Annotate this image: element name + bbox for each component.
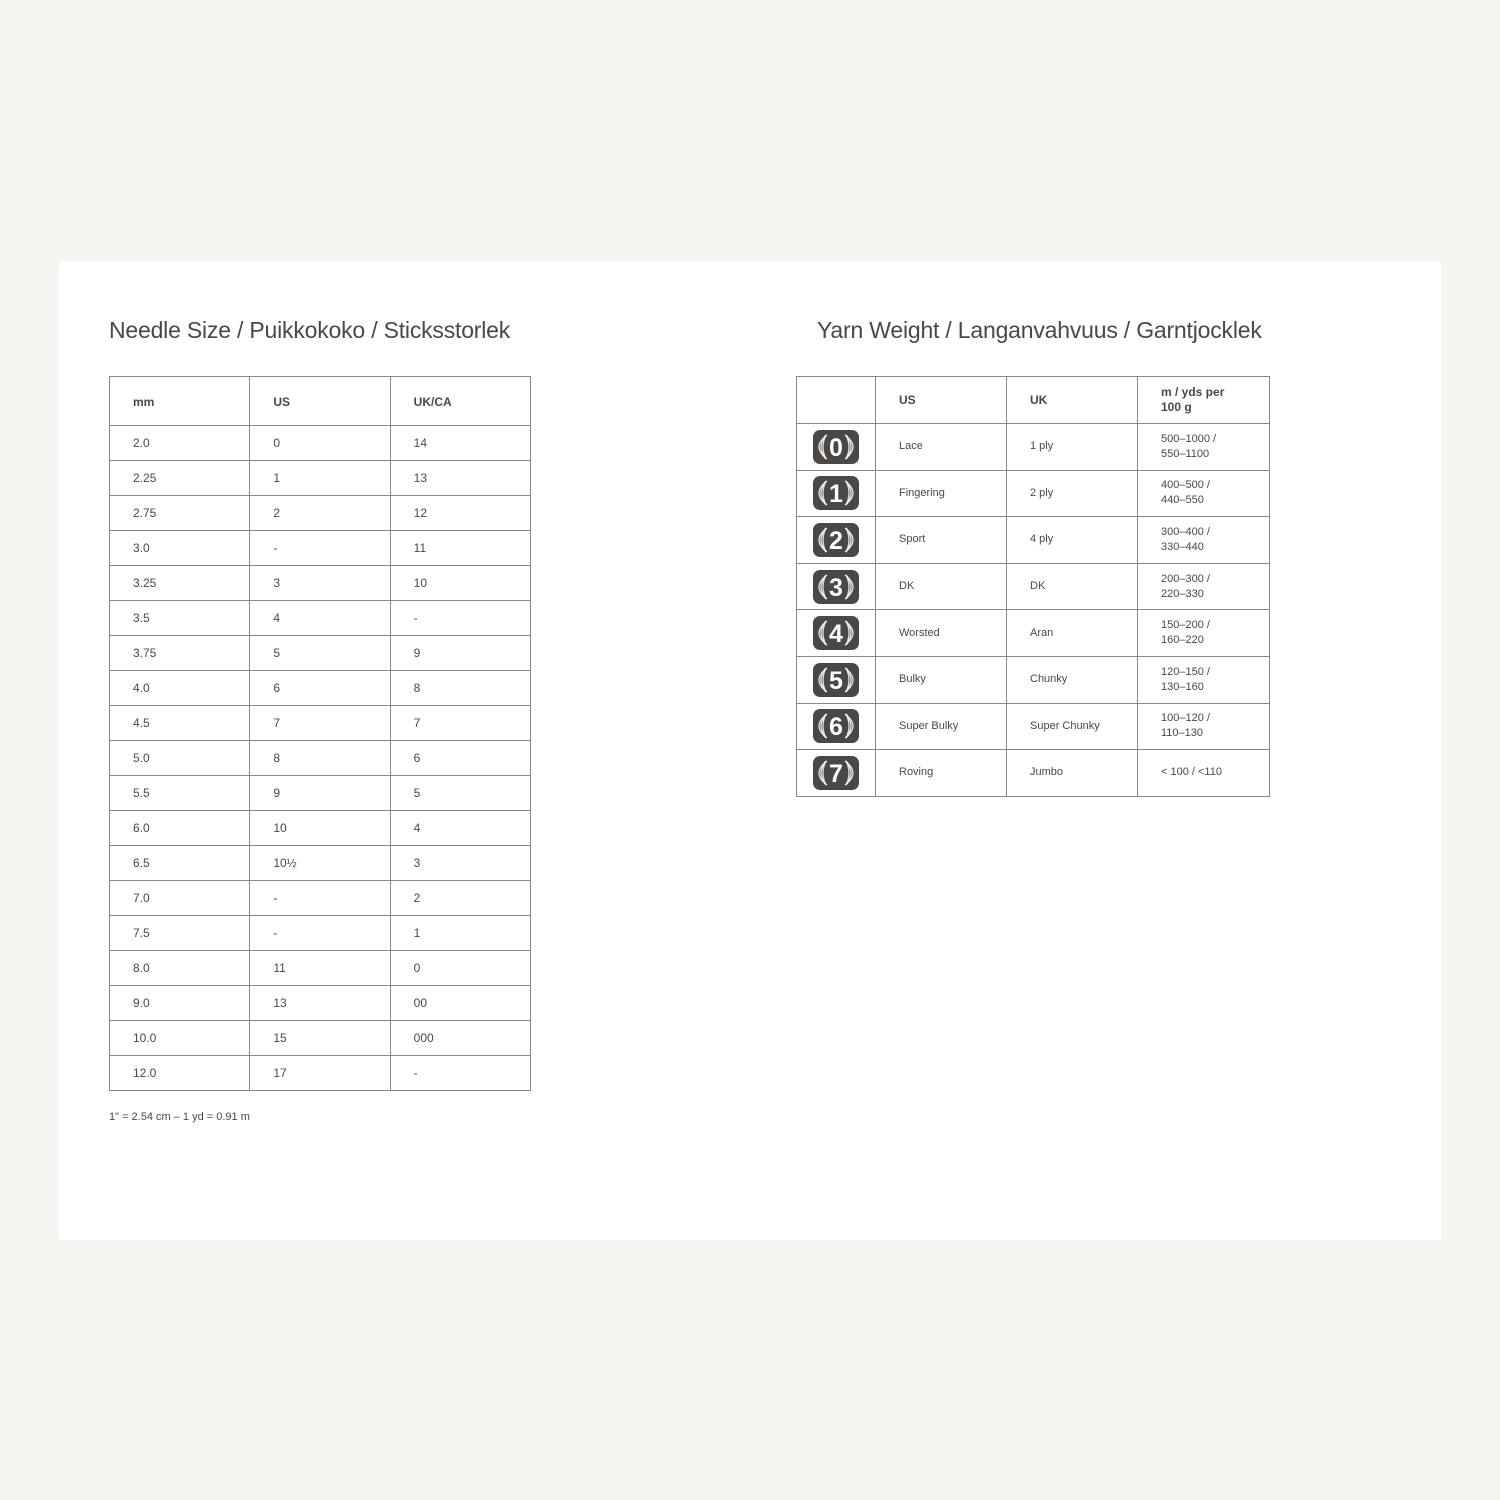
header-uk-ca: UK/CA — [390, 377, 530, 426]
cell-uk-ca: 7 — [390, 706, 530, 741]
cell-us: 7 — [250, 706, 390, 741]
cell-length: 200–300 / 220–330 — [1138, 563, 1270, 610]
table-row — [110, 986, 531, 1021]
cell-uk-ca: 9 — [390, 636, 530, 671]
cell-uk-ca: 8 — [390, 671, 530, 706]
cell-us: - — [250, 916, 390, 951]
cell-uk: DK — [1007, 563, 1138, 610]
cell-mm: 3.25 — [110, 566, 250, 601]
cell-mm: 5.5 — [110, 776, 250, 811]
table-row — [110, 951, 531, 986]
cell-uk-ca: 10 — [390, 566, 530, 601]
cell-symbol — [797, 563, 876, 610]
cell-uk: Chunky — [1007, 656, 1138, 703]
yarn-weight-title: Yarn Weight / Langanvahvuus / Garntjocklek — [817, 317, 1262, 343]
yarn-skein-icon — [812, 475, 860, 511]
cell-uk-ca: 3 — [390, 846, 530, 881]
table-row — [110, 706, 531, 741]
yarn-skein-icon — [812, 662, 860, 698]
cell-us: Fingering — [876, 470, 1007, 517]
yarn-weight-table — [796, 376, 1270, 797]
cell-uk-ca: 13 — [390, 461, 530, 496]
cell-uk-ca: 12 — [390, 496, 530, 531]
cell-mm: 8.0 — [110, 951, 250, 986]
cell-mm: 3.0 — [110, 531, 250, 566]
table-row — [797, 470, 1270, 517]
table-row — [797, 563, 1270, 610]
cell-mm: 2.25 — [110, 461, 250, 496]
cell-us: 17 — [250, 1056, 390, 1091]
needle-size-title: Needle Size / Puikkokoko / Sticksstorlek — [109, 317, 511, 343]
yarn-weight-number: 0 — [829, 433, 843, 462]
cell-symbol — [797, 424, 876, 471]
header-us: US — [876, 377, 1007, 424]
header-uk: UK — [1007, 377, 1138, 424]
cell-uk-ca: 000 — [390, 1021, 530, 1056]
cell-mm: 6.0 — [110, 811, 250, 846]
cell-us: 8 — [250, 741, 390, 776]
cell-us: 3 — [250, 566, 390, 601]
table-row — [797, 750, 1270, 797]
cell-uk: 4 ply — [1007, 517, 1138, 564]
cell-length: < 100 / <110 — [1138, 750, 1270, 797]
cell-uk: Jumbo — [1007, 750, 1138, 797]
table-row — [110, 881, 531, 916]
cell-length: 500–1000 / 550–1100 — [1138, 424, 1270, 471]
yarn-weight-number: 1 — [829, 480, 843, 509]
cell-uk-ca: 1 — [390, 916, 530, 951]
cell-uk: 1 ply — [1007, 424, 1138, 471]
cell-mm: 4.0 — [110, 671, 250, 706]
yarn-weight-number: 6 — [829, 713, 843, 742]
cell-mm: 6.5 — [110, 846, 250, 881]
table-row — [797, 517, 1270, 564]
cell-us: Sport — [876, 517, 1007, 564]
cell-mm: 2.75 — [110, 496, 250, 531]
yarn-weight-number: 2 — [829, 526, 843, 555]
yarn-skein-icon — [812, 708, 860, 744]
cell-length: 100–120 / 110–130 — [1138, 703, 1270, 750]
table-row — [797, 424, 1270, 471]
table-row — [110, 741, 531, 776]
table-row — [797, 610, 1270, 657]
cell-us: Bulky — [876, 656, 1007, 703]
cell-symbol — [797, 610, 876, 657]
cell-us: - — [250, 531, 390, 566]
cell-us: 5 — [250, 636, 390, 671]
table-row — [110, 426, 531, 461]
cell-mm: 5.0 — [110, 741, 250, 776]
table-header-row — [110, 377, 531, 426]
cell-us: 13 — [250, 986, 390, 1021]
document-page — [59, 261, 1441, 1240]
cell-uk-ca: 0 — [390, 951, 530, 986]
table-row — [110, 776, 531, 811]
yarn-skein-icon — [812, 569, 860, 605]
yarn-weight-number: 5 — [829, 666, 843, 695]
cell-uk-ca: 14 — [390, 426, 530, 461]
header-mm: mm — [110, 377, 250, 426]
cell-uk-ca: - — [390, 1056, 530, 1091]
table-row — [110, 671, 531, 706]
cell-uk: 2 ply — [1007, 470, 1138, 517]
cell-mm: 3.75 — [110, 636, 250, 671]
header-symbol — [797, 377, 876, 424]
cell-us: 11 — [250, 951, 390, 986]
cell-us: 6 — [250, 671, 390, 706]
cell-uk-ca: 4 — [390, 811, 530, 846]
conversion-footnote: 1" = 2.54 cm – 1 yd = 0.91 m — [109, 1111, 250, 1123]
cell-length: 300–400 / 330–440 — [1138, 517, 1270, 564]
cell-uk: Aran — [1007, 610, 1138, 657]
cell-us: 0 — [250, 426, 390, 461]
cell-uk-ca: - — [390, 601, 530, 636]
table-row — [110, 531, 531, 566]
cell-us: 10½ — [250, 846, 390, 881]
cell-mm: 3.5 — [110, 601, 250, 636]
cell-us: 15 — [250, 1021, 390, 1056]
yarn-weight-number: 7 — [829, 759, 843, 788]
yarn-skein-icon — [812, 615, 860, 651]
cell-mm: 7.5 — [110, 916, 250, 951]
cell-mm: 9.0 — [110, 986, 250, 1021]
cell-us: Super Bulky — [876, 703, 1007, 750]
table-row — [110, 846, 531, 881]
cell-mm: 4.5 — [110, 706, 250, 741]
table-row — [797, 656, 1270, 703]
table-row — [110, 811, 531, 846]
table-row — [110, 916, 531, 951]
table-row — [110, 461, 531, 496]
table-row — [110, 1021, 531, 1056]
cell-us: 10 — [250, 811, 390, 846]
cell-us: DK — [876, 563, 1007, 610]
cell-uk: Super Chunky — [1007, 703, 1138, 750]
cell-mm: 10.0 — [110, 1021, 250, 1056]
cell-us: - — [250, 881, 390, 916]
cell-symbol — [797, 750, 876, 797]
cell-us: 1 — [250, 461, 390, 496]
yarn-skein-icon — [812, 755, 860, 791]
cell-us: Worsted — [876, 610, 1007, 657]
header-us: US — [250, 377, 390, 426]
cell-length: 400–500 / 440–550 — [1138, 470, 1270, 517]
yarn-weight-number: 3 — [829, 573, 843, 602]
table-row — [110, 566, 531, 601]
needle-size-table — [109, 376, 531, 1091]
table-row — [797, 703, 1270, 750]
yarn-weight-number: 4 — [829, 620, 843, 649]
cell-us: 4 — [250, 601, 390, 636]
cell-length: 120–150 / 130–160 — [1138, 656, 1270, 703]
yarn-skein-icon — [812, 522, 860, 558]
cell-uk-ca: 2 — [390, 881, 530, 916]
cell-us: 2 — [250, 496, 390, 531]
cell-us: Roving — [876, 750, 1007, 797]
header-length: m / yds per 100 g — [1138, 377, 1270, 424]
cell-mm: 2.0 — [110, 426, 250, 461]
table-row — [110, 496, 531, 531]
cell-uk-ca: 11 — [390, 531, 530, 566]
cell-uk-ca: 00 — [390, 986, 530, 1021]
table-row — [110, 601, 531, 636]
cell-us: Lace — [876, 424, 1007, 471]
cell-uk-ca: 6 — [390, 741, 530, 776]
cell-symbol — [797, 656, 876, 703]
cell-uk-ca: 5 — [390, 776, 530, 811]
cell-us: 9 — [250, 776, 390, 811]
yarn-skein-icon — [812, 429, 860, 465]
table-row — [110, 636, 531, 671]
cell-symbol — [797, 517, 876, 564]
cell-symbol — [797, 470, 876, 517]
table-row — [110, 1056, 531, 1091]
cell-mm: 12.0 — [110, 1056, 250, 1091]
cell-mm: 7.0 — [110, 881, 250, 916]
table-header-row — [797, 377, 1270, 424]
cell-symbol — [797, 703, 876, 750]
cell-length: 150–200 / 160–220 — [1138, 610, 1270, 657]
